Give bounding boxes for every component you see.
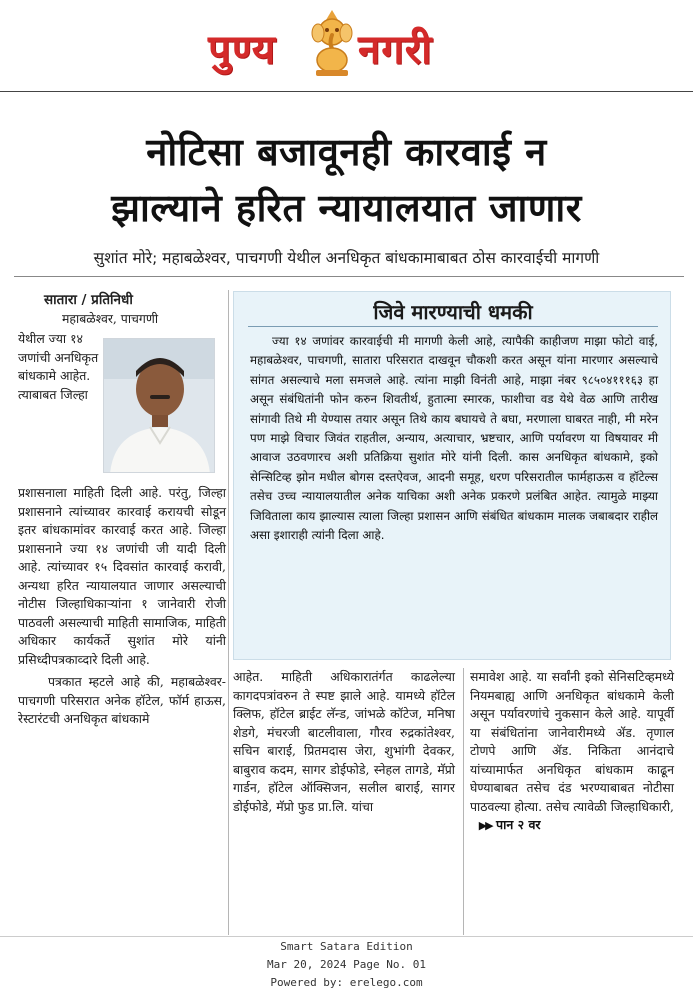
column-divider-2 [463, 668, 464, 935]
box-body: ज्या १४ जणांवर कारवाईची मी मागणी केली आहे, त्यापैकी काहीजण माझा फोटो वाई, महाबळेश्वर, पाचगणी, सातारा परिसरात दाखवून चौकशी करत असून यांना मारणार असल्याचे सांगत असल्याचे मला समजले आहे. त्यांना माझी विनंती आहे, माझा नंबर ९८५०४१११६३ हा असून संबंधितांनी फोन करुन शिवतीर्थ, हुतात्मा स्मारक, फाशीचा वड येथे वेळ आणि तारीख सांगावी तिथे मी येण्यास तयार असून तिथे काय बघायचे ते बघा, मरणाला घाबरत नाही, मी मरेन पण माझे विचार जिवंत राहतील, अन्याय, अत्याचार, भ्रष्टचार, आणि पर्यावरण या विषयावर मी आवाज उठवणारच अशी प्रतिक्रिया सुशांत मोरे यांनी दिली. कास अनधिकृत बांधकामे, इको सेन्सिटिव्ह झोन मधील बोगस दस्तऐवज, आदनी समूह, धरण परिसरातील फार्महाऊस व हॉटेल्स तसेच उच्च न्यायालयातील अनेक याचिका अशी अनेक प्रकरणे प्रलंबित आहेत. त्यामुळे माझ्या जिविताला काय झाल्यास त्याला जिल्हा प्रशासन आणि संबंधित बांधकाम मालक जबाबदार राहील असा इशाराही त्यांनी दिला आहे. [250, 334, 659, 543]
box-title: जिवे मारण्याची धमकी [373, 300, 533, 324]
edition-date-page: Mar 20, 2024 Page No. 01 [267, 958, 426, 971]
edition-name: Smart Satara Edition [280, 940, 413, 953]
column-2 [233, 668, 455, 816]
powered-by-link[interactable]: Powered by: erelego.com [270, 976, 423, 989]
continue-on-page-link[interactable] [470, 817, 541, 832]
lead-narrow-text: येथील ज्या १४ जणांची अनधिकृत बांधकामे आहेत. त्याबाबत जिल्हा [18, 331, 99, 402]
column-3 [470, 668, 674, 836]
continue-label: पान २ वर [496, 817, 541, 832]
reporter-photo [103, 338, 215, 473]
newspaper-logo[interactable] [208, 8, 488, 84]
double-arrow-icon: ▶▶ [478, 819, 492, 832]
article-subhead: सुशांत मोरे; महाबळेश्वर, पाचगणी येथील अनधिकृत बांधकामाबाबत ठोस कारवाईची मागणी [93, 249, 600, 267]
subhead-divider [14, 276, 684, 277]
box-title-divider [248, 326, 658, 327]
masthead [0, 0, 693, 92]
lead-paragraph-2: पत्रकात म्हटले आहे की, महाबळेश्वर-पाचगणी परिसरात अनेक हॉटेल, फॉर्म हाऊस, रेस्टारंटची अनधिकृत बांधकामे [18, 674, 226, 726]
column-3-text [470, 668, 674, 836]
edition-footer [0, 938, 693, 992]
logo-left-text: पुण्य [208, 27, 276, 73]
ganesha-emblem-icon [308, 8, 356, 78]
column-divider-1 [228, 290, 229, 935]
headline-line-2: झाल्याने हरित न्यायालयात जाणार [111, 186, 582, 230]
lead-body [18, 484, 226, 729]
headline-line-1: नोटिसा बजावूनही कारवाई न [146, 130, 547, 174]
article-headline [0, 124, 693, 236]
dateline: सातारा / प्रतिनिधी [44, 292, 133, 308]
column-3-body: समावेश आहे. या सर्वांनी इको सेनिसटिव्हमध्ये नियमबाह्य आणि अनधिकृत बांधकामे केली असून पर्यावरणांचे नुकसान केले आहे. यापूर्वी या संबंधितांना जानेवारीमध्ये ॲड. तृणाल टोणपे आणि ॲड. निकिता आनंदाचे यांच्यामार्फत अनधिकृत बांधकाम काढून घेण्याबाबत तसेच दंड भरण्याबाबत नोटीसा पाठवल्या होत्या. तसेच त्यावेळी जिल्हाधिकारी, [470, 669, 674, 814]
lead-first-line [18, 310, 226, 329]
threat-box [233, 291, 671, 660]
footer-divider [0, 936, 693, 937]
lead-paragraph-1: प्रशासनाला माहिती दिली आहे. परंतु, जिल्हा प्रशासनाने त्यांच्यावर कारवाई करायची सोडून इतर बांधकामांवर कारवाई करत आहे. जिल्हा प्रशासनाने ज्या १४ जणांची जी यादी दिली आहे. त्यांच्यावर १५ दिवसांत कारवाई करावी, अन्यथा हरित न्यायालयात जाणार असल्याची नोटीस जिल्हाधिकाऱ्यांना १ जानेवारी रोजी पाठवली असल्याची माहिती सामाजिक, माहिती अधिकार कार्यकर्ते सुशांत मोरे यांनी प्रसिध्दीपत्रकाव्दारे दिली आहे. [18, 485, 226, 667]
logo-right-text: नगरी [358, 27, 433, 73]
column-2-text: आहेत. माहिती अधिकारातंर्गत काढलेल्या कागदपत्रांवरुन ते स्पष्ट झाले आहे. यामध्ये हॉटेल क्लिफ, हॉटेल ब्राईट लॅन्ड, जांभळे कॉटेज, मनिषा शेडगे, मंचरजी बाटलीवाला, गौरव रुद्रकांतेश्वर, सचिन बाराई, प्रितमदास जेरा, शुभांगी देवकर, बाबुराव कदम, सागर डोईफोडे, स्नेहल तागडे, मॅप्रो गार्डन, हॉटेल ऑक्सिजन, सलील बाराई, सागर डोईफोडे, मॅप्रो फुड प्रा.लि. यांचा [233, 669, 455, 814]
lead-first-line-text: महाबळेश्वर, पाचगणी [62, 311, 159, 326]
person-photo-icon [104, 339, 215, 473]
